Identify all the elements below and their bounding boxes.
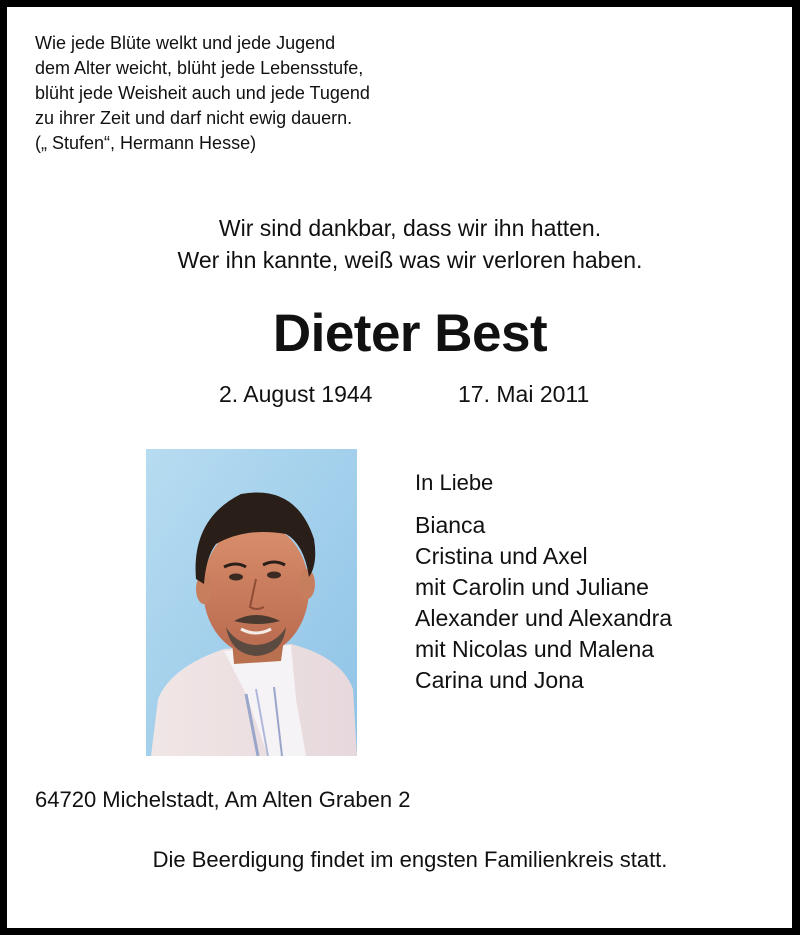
death-date: 17. Mai 2011 [458,381,590,407]
funeral-note: Die Beerdigung findet im engsten Familienkreis statt. [152,847,668,872]
portrait-photo [146,449,357,756]
deceased-name: Dieter Best [272,304,548,363]
family-member: mit Nicolas und Malena [415,636,655,662]
poem-line: zu ihrer Zeit und darf nicht ewig dauern. [35,108,353,128]
family-address: 64720 Michelstadt, Am Alten Graben 2 [35,787,411,812]
poem-quote [35,31,455,156]
family-member: mit Carolin und Juliane [415,574,649,600]
family-member: Carina und Jona [415,667,584,693]
family-member: Bianca [415,512,486,538]
family-heading: In Liebe [415,470,494,495]
gratitude-text [0,212,800,276]
gratitude-line: Wer ihn kannte, weiß was wir verloren haben. [177,247,643,273]
poem-attribution: („ Stufen“, Hermann Hesse) [35,133,257,153]
family-member: Cristina und Axel [415,543,588,569]
family-member: Alexander und Alexandra [415,605,673,631]
birth-date: 2. August 1944 [219,381,373,407]
gratitude-line: Wir sind dankbar, dass wir ihn hatten. [218,215,602,241]
poem-line: dem Alter weicht, blüht jede Lebensstufe, [35,58,364,78]
poem-line: Wie jede Blüte welkt und jede Jugend [35,33,336,53]
poem-line: blüht jede Weisheit auch und jede Tugend [35,83,370,103]
family-list [415,469,775,696]
